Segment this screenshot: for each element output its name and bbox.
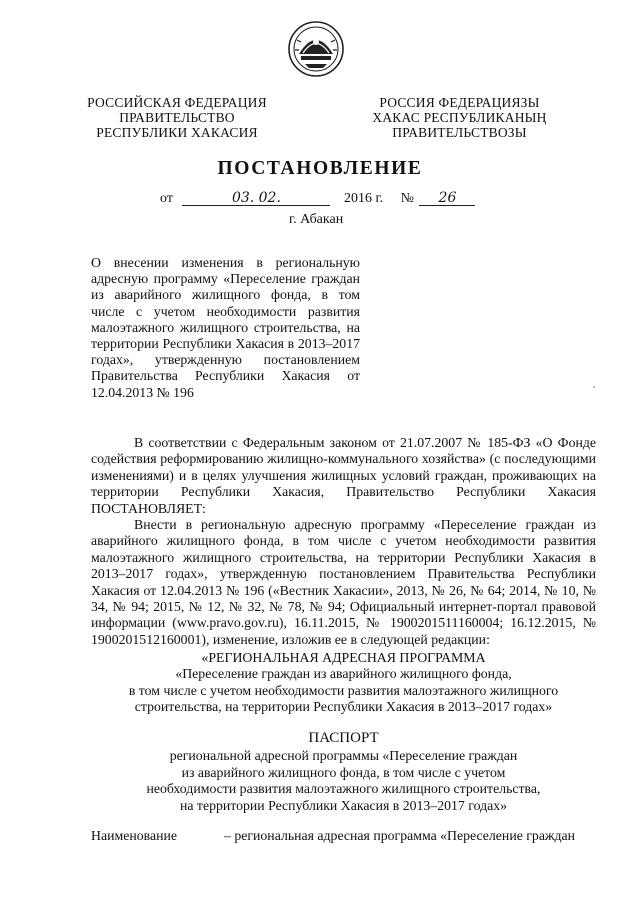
passport-title: ПАСПОРТ [308,730,379,746]
header-left-line-3: РЕСПУБЛИКИ ХАКАСИЯ [96,125,258,140]
program-title-line-1: «РЕГИОНАЛЬНАЯ АДРЕСНАЯ ПРОГРАММА [201,650,486,665]
date-year: 2016 г. [343,191,384,206]
passport-heading-block [91,730,596,814]
passport-line-4: на территории Республики Хакасия в 2013–2017 годах» [179,797,508,813]
passport-row-name-label: Наименование [91,828,177,843]
passport-line-2: из аварийного жилищного фонда, в том числе с учетом [181,764,506,780]
date-number-line [160,191,475,207]
header-right-block [352,95,567,140]
body-paragraph-1: В соответствии с Федеральным законом от 21.07.2007 № 185-ФЗ «О Фонде содействия реформированию жилищно-коммунального хозяйства» (с последующими изменениями) и в целях улучшения жилищных условий граждан, проживающих на территории Республики Хакасия, Правительство Республики Хакасия ПОСТАНОВЛЯЕТ: [91,435,596,516]
document-title: ПОСТАНОВЛЕНИЕ [217,158,423,179]
program-title-line-3: в том числе с учетом необходимости развития малоэтажного жилищного [128,682,559,698]
passport-row-name-value: – региональная адресная программа «Переселение граждан [224,828,576,843]
number-field [419,191,475,206]
program-title-line-4: строительства, на территории Республики Хакасия в 2013–2017 годах» [134,699,553,715]
date-prefix: от [160,191,173,206]
body-text [91,435,596,648]
number-label: № [400,191,414,206]
number-handwritten: 26 [438,190,457,206]
header-right-line-2: ХАКАС РЕСПУБЛИКАНЫҢ [372,110,547,125]
program-title-block [91,650,596,716]
subject-block: О внесении изменения в региональную адресную программу «Переселение граждан из аварийного жилищного фонда, в том числе с учетом необходимости развития малоэтажного жилищного строительства, на территории Республики Хакасия в 2013–2017 годах», утвержденную постановлением Правительства Республики Хакасия от 12.04.2013 № 196 [91,255,360,400]
date-handwritten: 03. 02. [231,190,281,206]
header-left-line-1: РОССИЙСКАЯ ФЕДЕРАЦИЯ [87,95,267,110]
header-left-block [72,95,282,140]
header-right-line-1: РОССИЯ ФЕДЕРАЦИЯЗЫ [379,95,540,110]
passport-line-1: региональной адресной программы «Переселение граждан [169,748,518,764]
coat-of-arms-emblem-icon [287,20,345,78]
header-left-line-2: ПРАВИТЕЛЬСТВО [119,110,235,125]
header-right-line-3: ПРАВИТЕЛЬСТВОЗЫ [392,125,527,140]
body-paragraph-2: Внести в региональную адресную программу «Переселение граждан из аварийного жилищного фонда, в том числе с учетом необходимости развития малоэтажного жилищного строительства, на территории Республики Хакасия в 2013–2017 годах», утвержденную постановлением Правительства Республики Хакасия от 12.04.2013 № 196 («Вестник Хакасии», 2013, № 26, № 64; 2014, № 10, № 34, № 94; 2015, № 12, № 32, № 78, № 94; Официальный интернет-портал правовой информации (www.pravo.gov.ru), 16.11.2015, № 1900201511160004; 16.12.2015, № 1900201512160001), изменение, изложив ее в следующей редакции: [91,517,596,647]
program-title-line-2: «Переселение граждан из аварийного жилищного фонда, [175,666,512,682]
passport-line-3: необходимости развития малоэтажного жилищного строительства, [146,781,541,797]
city-name: г. Абакан [289,212,344,227]
scan-speck [593,386,595,388]
date-field [182,191,330,206]
